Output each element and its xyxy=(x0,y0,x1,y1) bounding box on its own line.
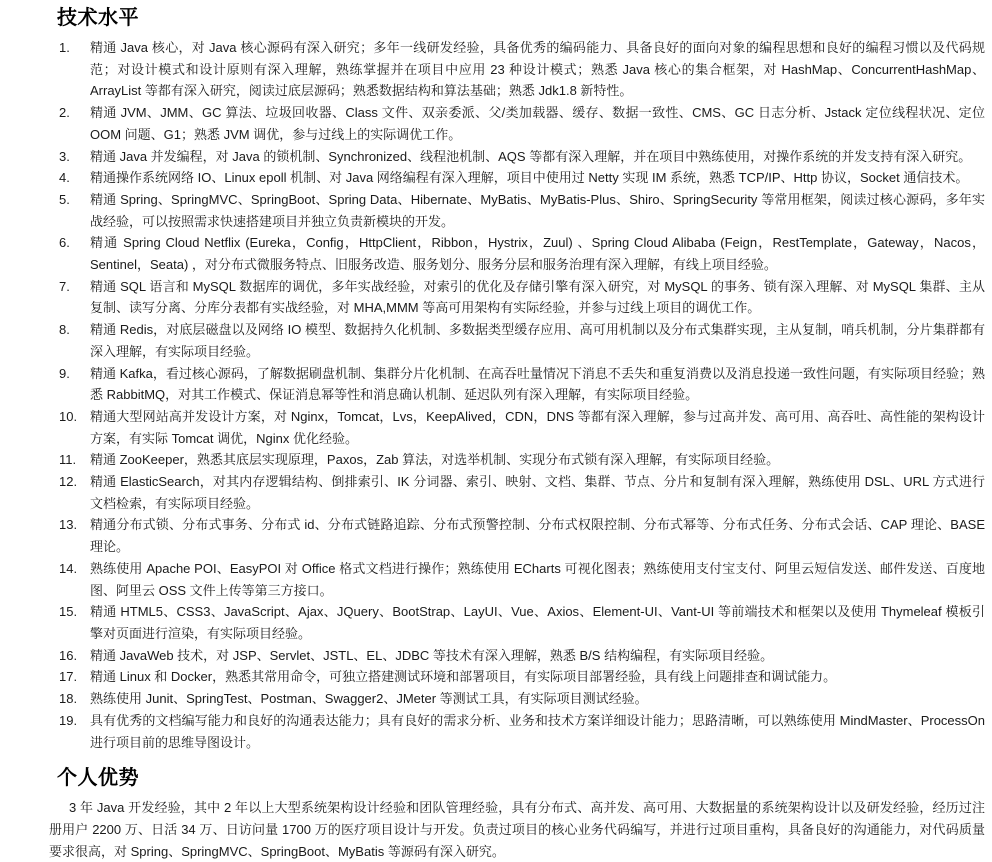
skill-item-4: 精通操作系统网络 IO、Linux epoll 机制、对 Java 网络编程有深入理解，项目中使用过 Netty 实现 IM 系统，熟悉 TCP/IP、Http 协议，Socket 通信技术。 xyxy=(90,170,969,186)
section-heading-advantages: 个人优势 xyxy=(57,767,139,790)
skill-item-8: 精通 Redis，对底层磁盘以及网络 IO 模型、数据持久化机制、多数据类型缓存应用、高可用机制以及分布式集群实现，主从复制，哨兵机制，分片集群都有深入理解，有实际项目经验。 xyxy=(90,322,985,359)
skill-item-2: 精通 JVM、JMM、GC 算法、垃圾回收器、Class 文件、双亲委派、父/类加载器、缓存、数据一致性、CMS、GC 日志分析、Jstack 定位线程状况、定位 OOM 问题、G1；熟悉 JVM 调优，参与过线上的实际调优工作。 xyxy=(90,105,985,142)
skill-item-6: 精通 Spring Cloud Netflix (Eureka，Config，HttpClient，Ribbon，Hystrix，Zuul) 、Spring Cloud Alibaba (Feign，RestTemplate，Gateway，Nacos，Sentinel，Seata) ，对分布式微服务特点、旧服务改造、服务划分、服务分层和服务治理有深入理解，有线上项目经验。 xyxy=(90,235,985,273)
skill-item-14: 熟练使用 Apache POI、EasyPOI 对 Office 格式文档进行操作；熟练使用 ECharts 可视化图表；熟练使用支付宝支付、阿里云短信发送、邮件发送、百度地图、阿里云 OSS 文件上传等第三方接口。 xyxy=(90,560,985,598)
skill-item-7: 精通 SQL 语言和 MySQL 数据库的调优，多年实战经验，对索引的优化及存储引擎有深入研究，对 MySQL 的事务、锁有深入理解、对 MySQL 集群、主从复制、读写分离、分库分表都有实战经验，对 MHA,MMM 等高可用架构有实际经验，并参与过线上项目的调优工作。 xyxy=(90,278,985,316)
skill-item-15: 精通 HTML5、CSS3、JavaScript、Ajax、JQuery、BootStrap、LayUI、Vue、Axios、Element-UI、Vant-UI 等前端技术和框架以及使用 Thymeleaf 模板引擎对页面进行渲染，有实际项目经验。 xyxy=(90,604,985,641)
skill-item-16: 精通 JavaWeb 技术，对 JSP、Servlet、JSTL、EL、JDBC 等技术有深入理解，熟悉 B/S 结构编程，有实际项目经验。 xyxy=(90,647,774,663)
skill-item-19: 具有优秀的文档编写能力和良好的沟通表达能力；具有良好的需求分析、业务和技术方案详细设计能力；思路清晰，可以熟练使用 MindMaster、ProcessOn 进行项目前的思维导图设计。 xyxy=(90,712,985,750)
skill-item-13: 精通分布式锁、分布式事务、分布式 id、分布式链路追踪、分布式预警控制、分布式权限控制、分布式幂等、分布式任务、分布式会话、CAP 理论、BASE 理论。 xyxy=(90,517,985,555)
advantages-paragraph: 3 年 Java 开发经验，其中 2 年以上大型系统架构设计经验和团队管理经验，具有分布式、高并发、高可用、大数据量的系统架构设计以及研发经验，经历过注册用户 2200 万、日活 34 万、日访问量 1700 万的医疗项目设计与开发。负责过项目的核心业务代码编写，并进行过项目重构，具备良好的沟通能力，对代码质量要求很高，对 Spring、SpringMVC、SpringBoot、MyBatis 等源码有深入研究。 xyxy=(49,800,985,859)
skill-item-5: 精通 Spring、SpringMVC、SpringBoot、Spring Data、Hibernate、MyBatis、MyBatis-Plus、Shiro、SpringSecurity 等常用框架，阅读过核心源码，多年实战经验，可以按照需求快速搭建项目并独立负责新模块的开发。 xyxy=(90,191,985,229)
skill-item-11: 精通 ZooKeeper，熟悉其底层实现原理，Paxos，Zab 算法，对选举机制、实现分布式锁有深入理解，有实际项目经验。 xyxy=(90,452,780,468)
skills-list xyxy=(44,37,985,753)
skill-item-1: 精通 Java 核心，对 Java 核心源码有深入研究；多年一线研发经验，具备优秀的编码能力、具备良好的面向对象的编程思想和良好的编程习惯以及代码规范；对设计模式和设计原则有深入理解，熟练掌握并在项目中应用 23 种设计模式；熟悉 Java 核心的集合框架，对 HashMap、ConcurrentHashMap、ArrayList 等都有深入研究，阅读过底层源码；熟悉数据结构和算法基础；熟悉 Jdk1.8 新特性。 xyxy=(90,40,985,99)
skill-item-9: 精通 Kafka，看过核心源码，了解数据刷盘机制、集群分片化机制、在高吞吐量情况下消息不丢失和重复消费以及消息投递一致性问题，有实际项目经验；熟悉 RabbitMQ，对其工作模式、保证消息幂等性和消息确认机制、延迟队列有深入理解，有实际项目经验。 xyxy=(90,365,985,403)
skill-item-17: 精通 Linux 和 Docker，熟悉其常用命令，可独立搭建测试环境和部署项目，有实际项目部署经验，具有线上问题排查和调试能力。 xyxy=(90,669,837,685)
skill-item-18: 熟练使用 Junit、SpringTest、Postman、Swagger2、JMeter 等测试工具，有实际项目测试经验。 xyxy=(90,691,648,707)
skill-item-10: 精通大型网站高并发设计方案，对 Nginx，Tomcat，Lvs，KeepAlived，CDN，DNS 等都有深入理解，参与过高并发、高可用、高吞吐、高性能的架构设计方案，有实际 Tomcat 调优，Nginx 优化经验。 xyxy=(90,408,985,446)
skill-item-3: 精通 Java 并发编程，对 Java 的锁机制、Synchronized、线程池机制、AQS 等都有深入理解，并在项目中熟练使用，对操作系统的并发支持有深入研究。 xyxy=(90,148,972,164)
skill-item-12: 精通 ElasticSearch，对其内存逻辑结构、倒排索引、IK 分词器、索引、映射、文档、集群、节点、分片和复制有深入理解，熟练使用 DSL、URL 方式进行文档检索，有实际项目经验。 xyxy=(90,474,985,511)
section-heading-skills: 技术水平 xyxy=(57,7,139,29)
